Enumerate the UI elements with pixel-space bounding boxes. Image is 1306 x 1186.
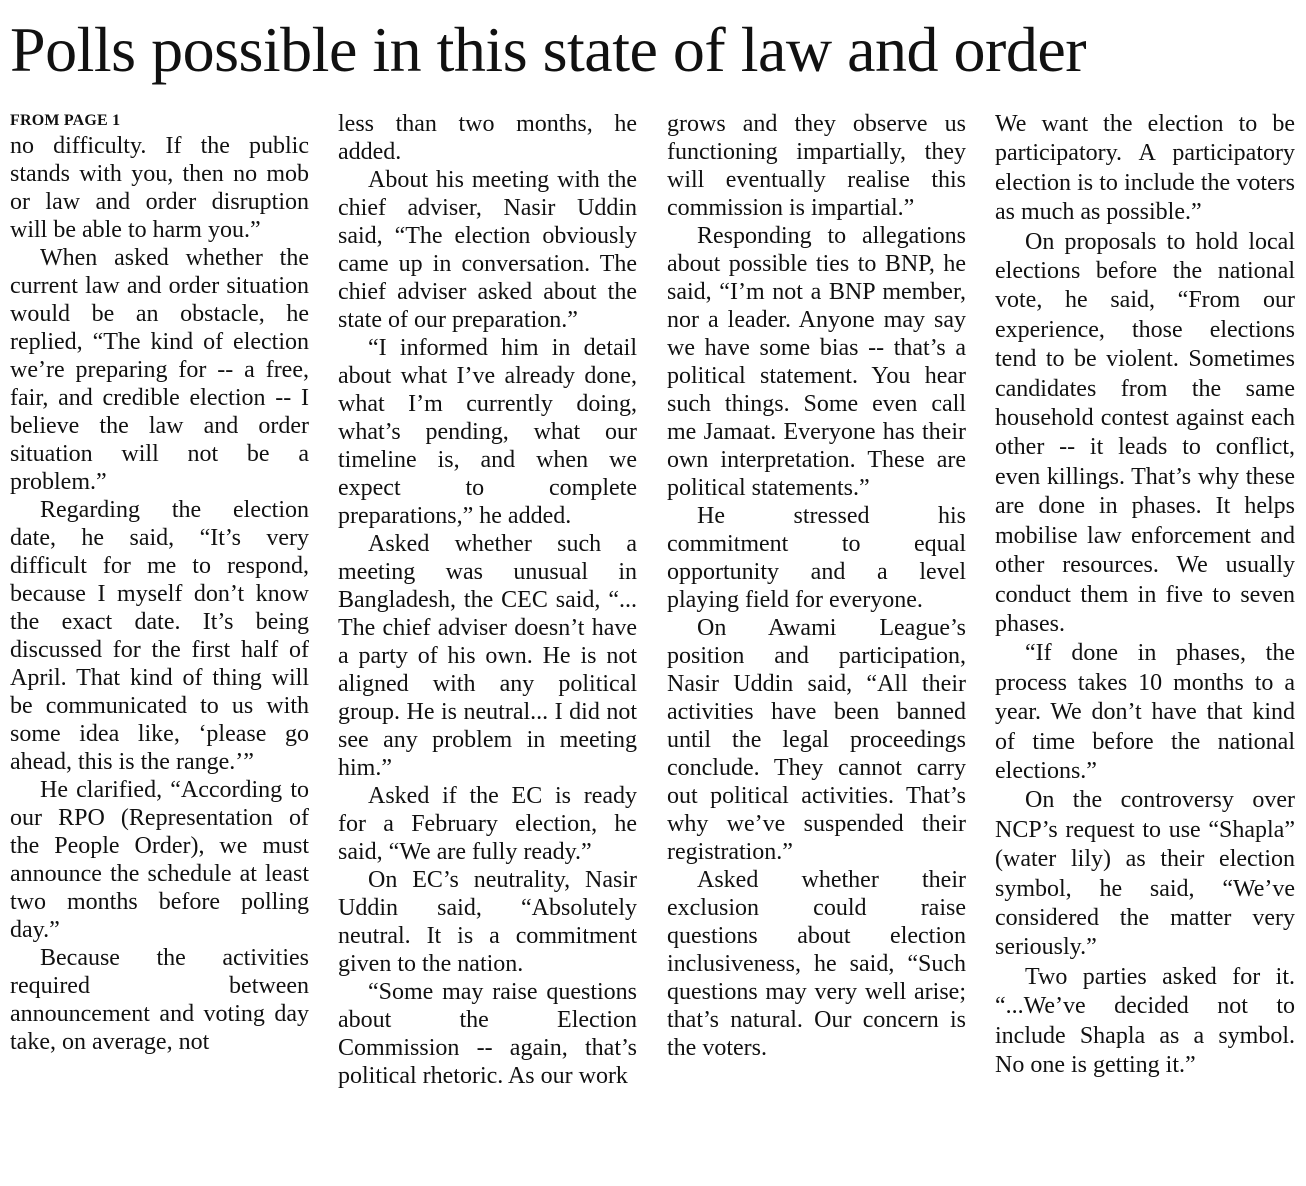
paragraph: grows and they observe us functioning impartially, they will eventually realise this commission is impartial.”: [667, 111, 966, 221]
paragraph: Asked if the EC is ready for a February election, he said, “We are fully ready.”: [338, 783, 637, 865]
paragraph: “If done in phases, the process takes 10 months to a year. We don’t have that kind of time before the national elections.”: [995, 640, 1295, 784]
paragraph: On Awami League’s position and participation, Nasir Uddin said, “All their activities have been banned until the legal proceedings conclude. They cannot carry out political activities. That’s why we’ve suspended their registration.”: [667, 615, 966, 865]
paragraph: On the controversy over NCP’s request to use “Shapla” (water lily) as their election symbol, he said, “We’ve considered the matter very seriously.”: [995, 787, 1295, 961]
paragraph: On proposals to hold local elections before the national vote, he said, “From our experience, those elections tend to be violent. Sometimes candidates from the same household contest against each other -- it leads to conflict, even killings. That’s why these are done in phases. It helps mobilise law enforcement and other resources. We usually conduct them in five to seven phases.: [995, 228, 1295, 637]
paragraph: We want the election to be participatory. A participatory election is to include the voters as much as possible.”: [995, 111, 1295, 226]
paragraph: About his meeting with the chief adviser, Nasir Uddin said, “The election obviously came up in conversation. The chief adviser asked about the state of our preparation.”: [338, 167, 637, 333]
paragraph: no difficulty. If the public stands with you, then no mob or law and order disruption will be able to harm you.”: [10, 133, 309, 243]
continued-from-kicker: FROM PAGE 1: [10, 112, 121, 129]
paragraph: “Some may raise questions about the Election Commission -- again, that’s political rhetoric. As our work: [338, 979, 637, 1089]
paragraph: Two parties asked for it. “...We’ve decided not to include Shapla as a symbol. No one is getting it.”: [995, 963, 1295, 1078]
article-column-2: [338, 110, 637, 1090]
paragraph: less than two months, he added.: [338, 111, 637, 165]
paragraph: Responding to allegations about possible ties to BNP, he said, “I’m not a BNP member, nor a leader. Anyone may say we have some bias -- that’s a political statement. You hear such things. Some even call me Jamaat. Everyone has their own interpretation. These are political statements.”: [667, 223, 966, 501]
paragraph: On EC’s neutrality, Nasir Uddin said, “Absolutely neutral. It is a commitment given to the nation.: [338, 867, 637, 977]
paragraph: Asked whether their exclusion could raise questions about election inclusiveness, he said, “Such questions may very well arise; that’s natural. Our concern is the voters.: [667, 867, 966, 1061]
paragraph: When asked whether the current law and order situation would be an obstacle, he replied, “The kind of election we’re preparing for -- a free, fair, and credible election -- I believe the law and order situation will not be a problem.”: [10, 245, 309, 495]
paragraph: He stressed his commitment to equal opportunity and a level playing field for everyone.: [667, 503, 966, 613]
paragraph: “I informed him in detail about what I’ve already done, what I’m currently doing, what’s pending, what our timeline is, and when we expect to complete preparations,” he added.: [338, 335, 637, 529]
paragraph: He clarified, “According to our RPO (Representation of the People Order), we must announce the schedule at least two months before polling day.”: [10, 777, 309, 943]
paragraph: Regarding the election date, he said, “It’s very difficult for me to respond, because I myself don’t know the exact date. It’s being discussed for the first half of April. That kind of thing will be communicated to us with some idea like, ‘please go ahead, this is the range.’”: [10, 497, 309, 775]
article-headline: Polls possible in this state of law and order: [10, 14, 1087, 85]
article-column-3: [667, 110, 966, 1062]
article-column-1: [10, 110, 309, 1056]
paragraph: Because the activities required between announcement and voting day take, on average, not: [10, 945, 309, 1055]
paragraph: Asked whether such a meeting was unusual in Bangladesh, the CEC said, “... The chief adviser doesn’t have a party of his own. He is not aligned with any political group. He is neutral... I did not see any problem in meeting him.”: [338, 531, 637, 781]
article-column-4: [995, 110, 1295, 1080]
